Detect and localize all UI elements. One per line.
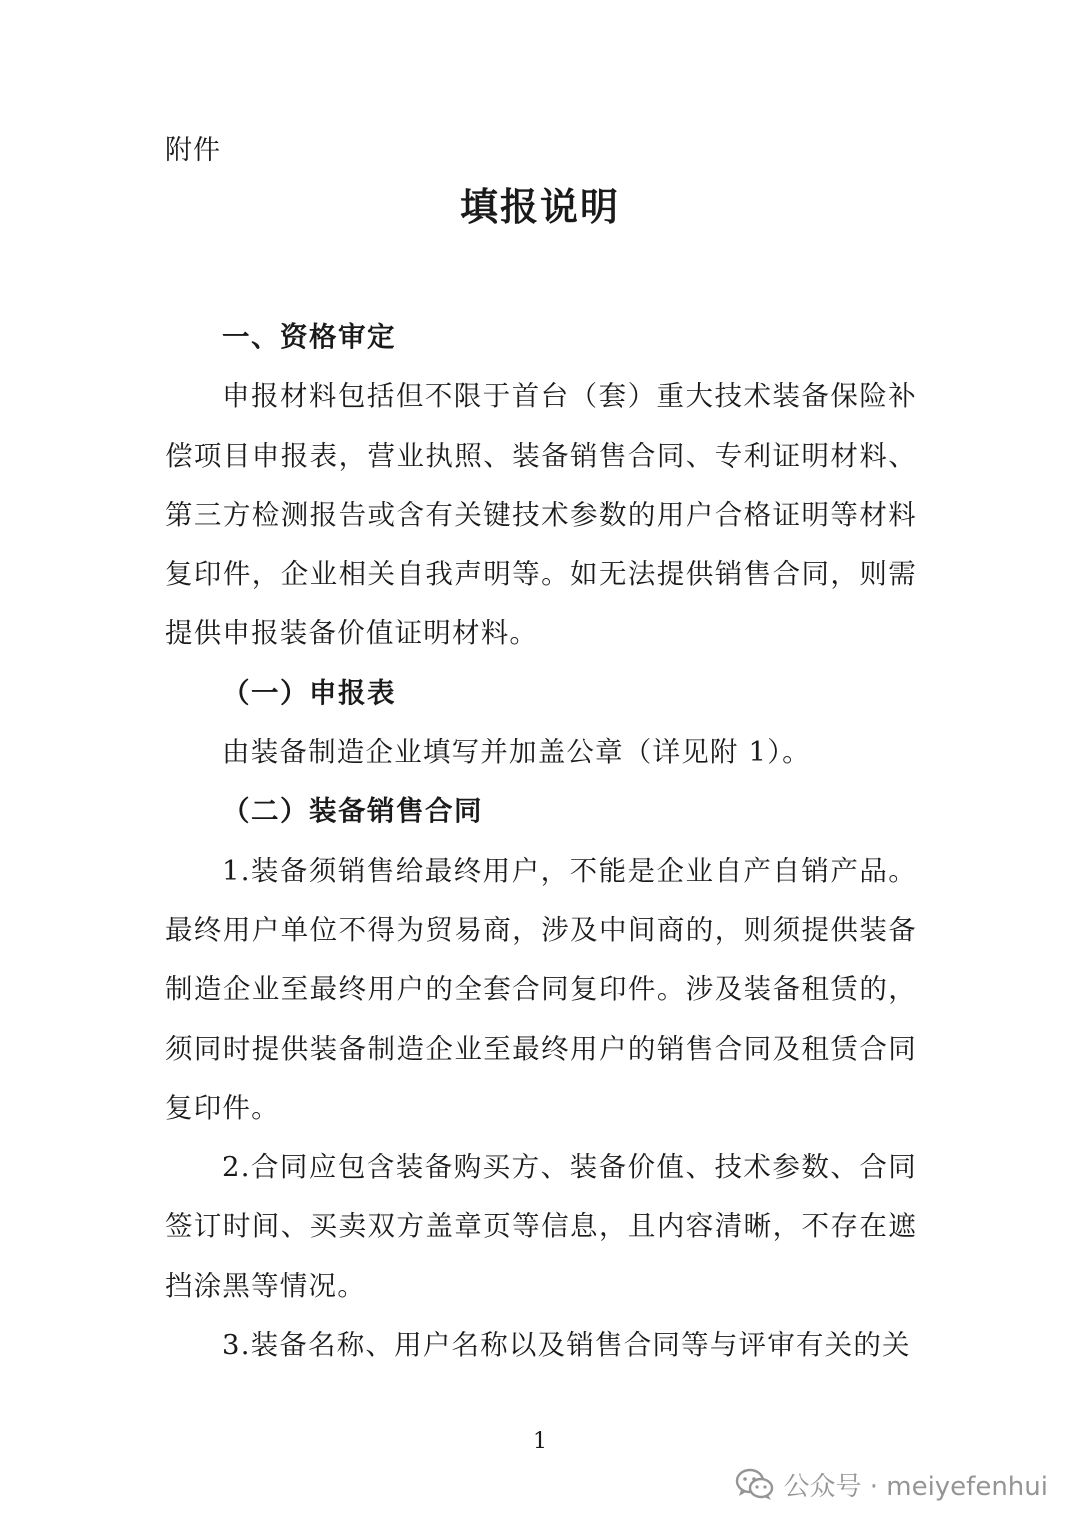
subsection-paragraph-application-form: 由装备制造企业填写并加盖公章（详见附 1）。 bbox=[222, 736, 811, 769]
document-body bbox=[165, 308, 917, 1375]
attachment-label: 附件 bbox=[165, 135, 221, 166]
list-item-contract-2: 2.合同应包含装备购买方、装备价值、技术参数、合同签订时间、买卖双方盖章页等信息，且内容清晰，不存在遮挡涂黑等情况。 bbox=[165, 1151, 917, 1302]
page-title: 填报说明 bbox=[459, 185, 620, 229]
wechat-icon bbox=[735, 1468, 775, 1502]
section-paragraph-materials: 申报材料包括但不限于首台（套）重大技术装备保险补偿项目申报表，营业执照、装备销售合同、专利证明材料、第三方检测报告或含有关键技术参数的用户合格证明等材料复印件，企业相关自我声明等。如无法提供销售合同，则需提供申报装备价值证明材料。 bbox=[165, 380, 917, 650]
list-item-contract-3: 3.装备名称、用户名称以及销售合同等与评审有关的关 bbox=[222, 1329, 911, 1362]
section-heading-qualification: 一、资格审定 bbox=[222, 321, 396, 353]
list-item-contract-1: 1.装备须销售给最终用户，不能是企业自产自销产品。最终用户单位不得为贸易商，涉及中间商的，则须提供装备制造企业至最终用户的全套合同复印件。涉及装备租赁的，须同时提供装备制造企业至最终用户的销售合同及租赁合同复印件。 bbox=[165, 854, 917, 1124]
page-number: 1 bbox=[533, 1429, 547, 1454]
subsection-heading-application-form: （一）申报表 bbox=[222, 676, 396, 709]
watermark bbox=[735, 1466, 1048, 1503]
subsection-heading-sales-contract: （二）装备销售合同 bbox=[222, 795, 483, 828]
watermark-text: 公众号 · meiyefenhui bbox=[783, 1472, 1048, 1502]
